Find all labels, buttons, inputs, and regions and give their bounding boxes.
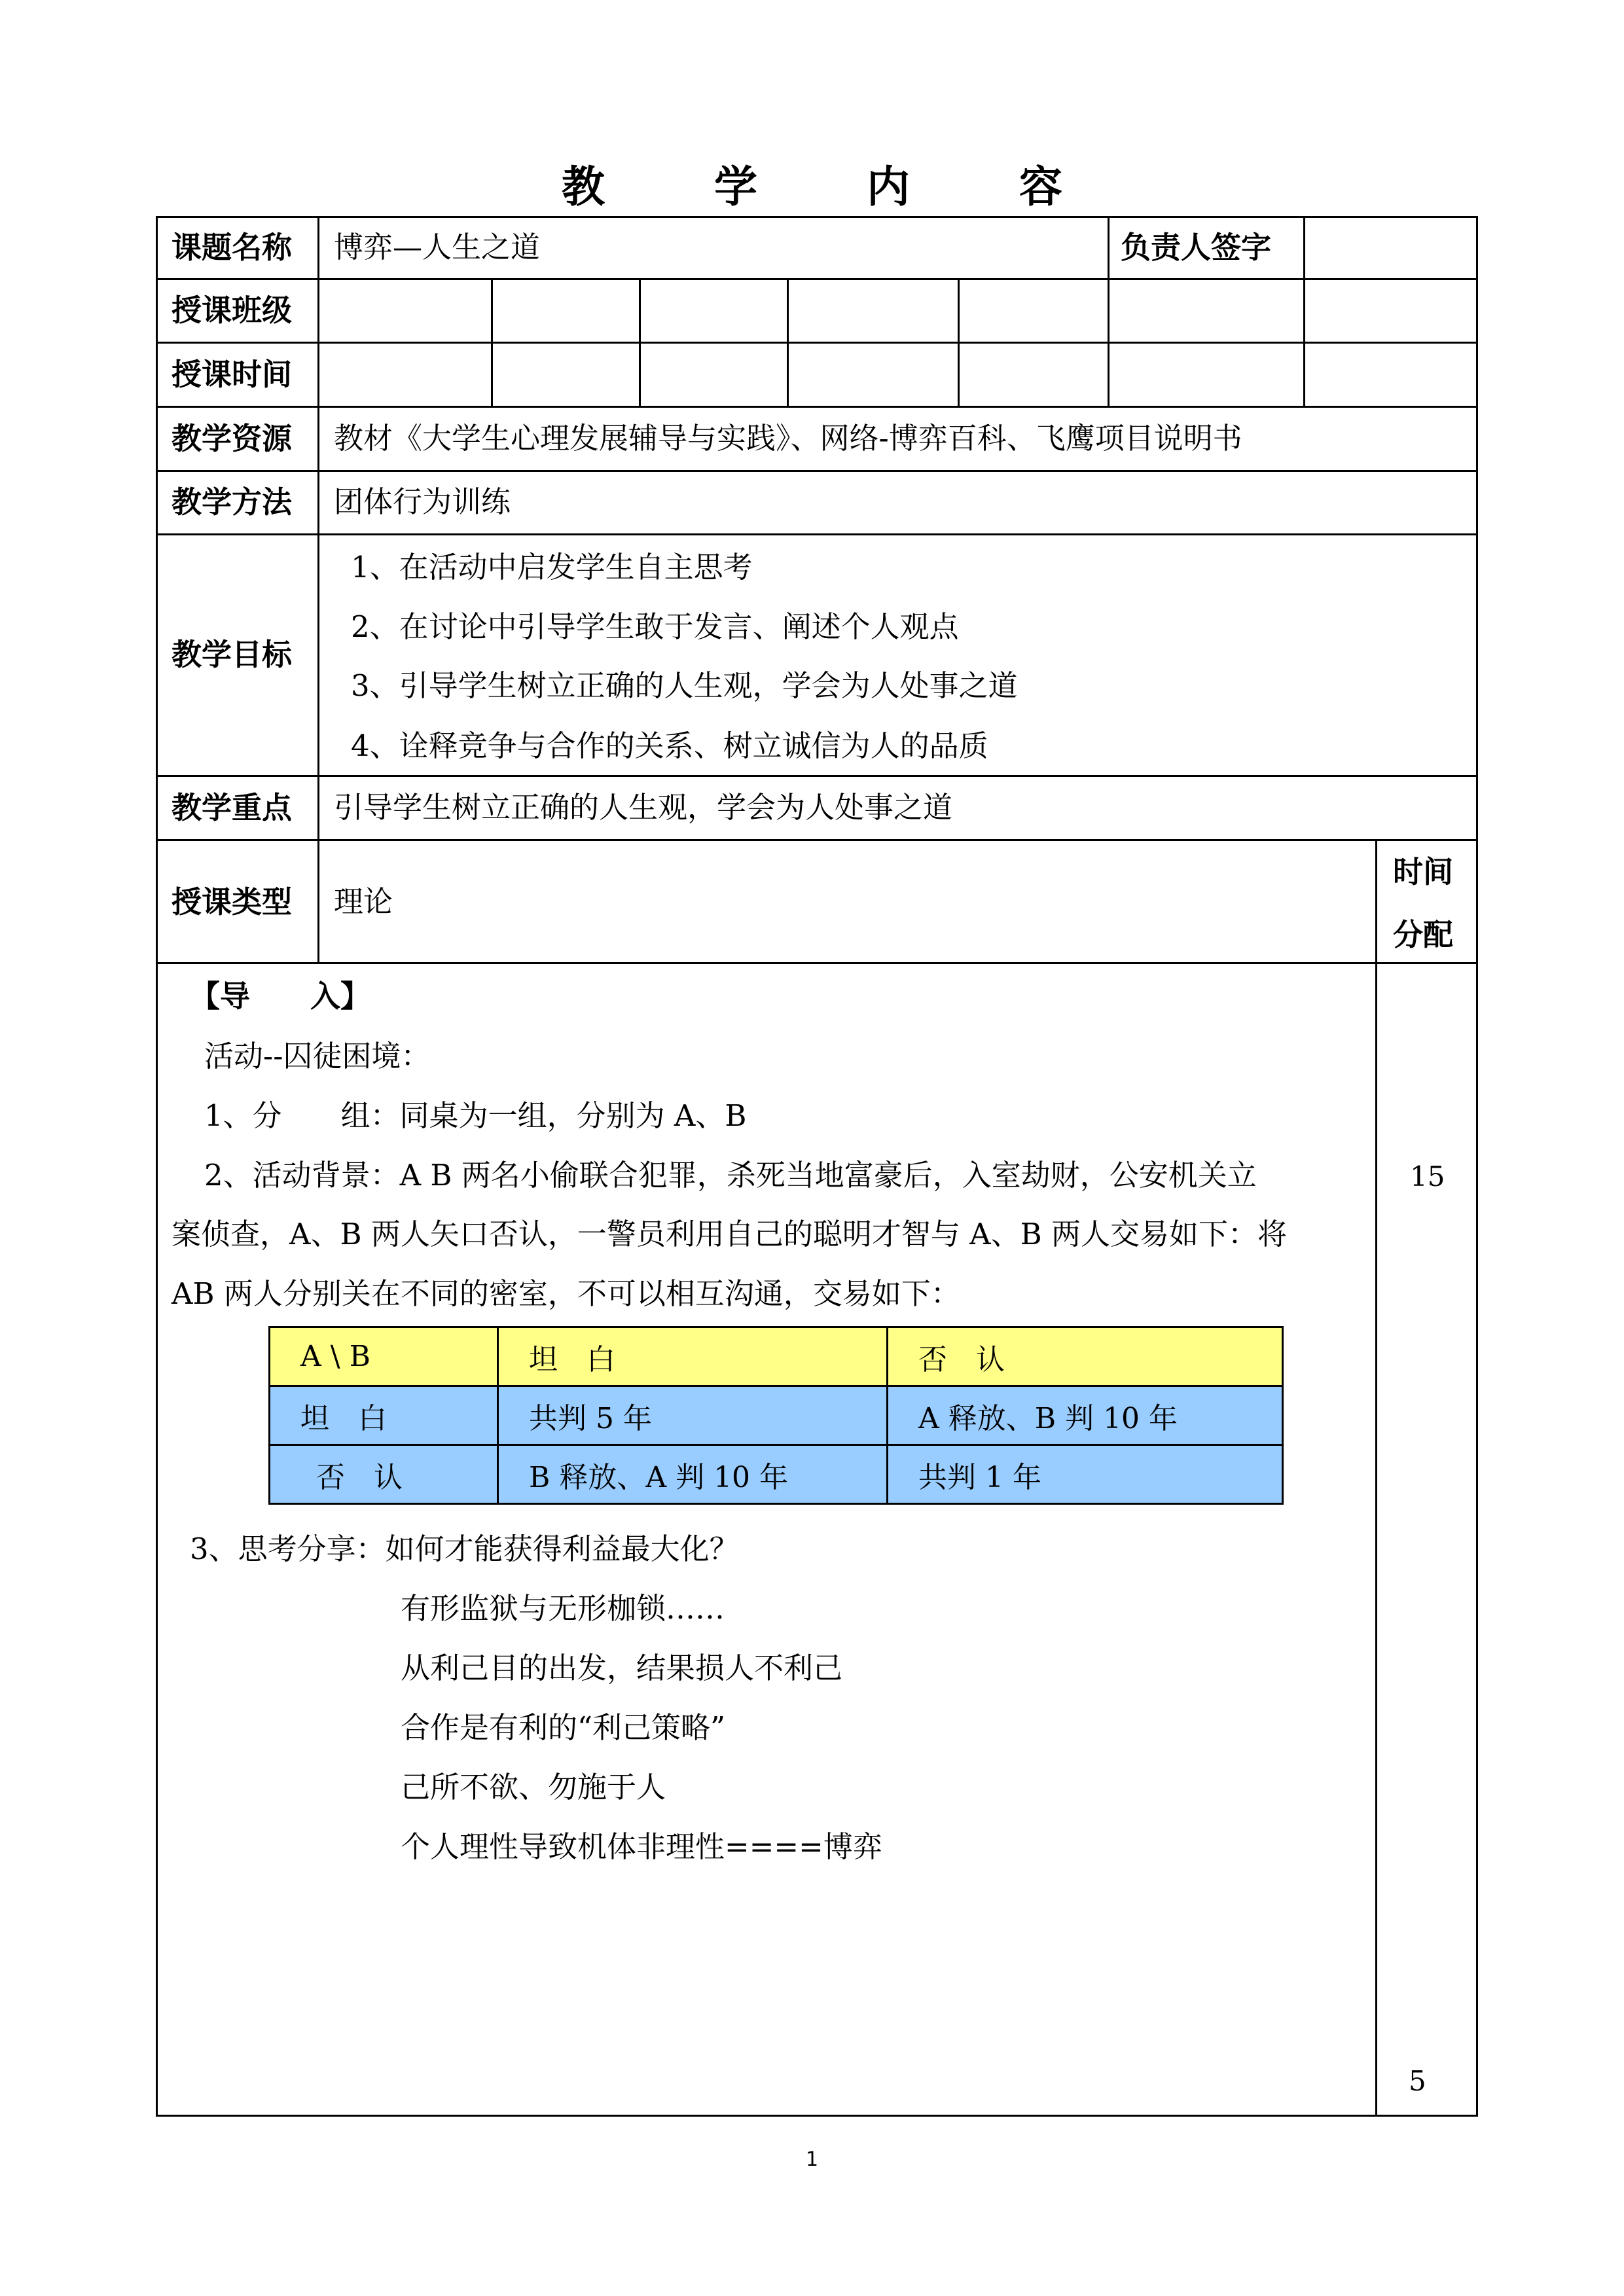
- label-resources: 教学资源: [171, 421, 292, 456]
- table-cell: A \ B: [270, 1327, 498, 1386]
- col-divider: [1108, 216, 1110, 278]
- time-value: 5: [1409, 2065, 1426, 2097]
- label-class: 授课班级: [171, 293, 292, 328]
- resources-value: 教材《大学生心理发展辅导与实践》、网络-博弈百科、飞鹰项目说明书: [334, 421, 1242, 456]
- table-cell: 共判 1 年: [888, 1445, 1283, 1504]
- table-cell: 共判 5 年: [498, 1386, 888, 1445]
- label-goals: 教学目标: [171, 637, 292, 672]
- activity-title: 活动--囚徒困境：: [204, 1039, 431, 1073]
- focus-value: 引导学生树立正确的人生观，学会为人处事之道: [334, 790, 953, 825]
- label-method: 教学方法: [171, 484, 292, 520]
- step-2-cont: AB 两人分别关在不同的密室，不可以相互沟通，交易如下：: [171, 1276, 960, 1311]
- reflection-item: 己所不欲、勿施于人: [401, 1770, 666, 1804]
- col-divider: [1303, 216, 1305, 406]
- row-divider: [156, 839, 1478, 841]
- time-value: 15: [1410, 1160, 1445, 1193]
- col-divider: [958, 278, 960, 406]
- step-2: 2、活动背景：A B 两名小偷联合犯罪，杀死当地富豪后，入室劫财，公安机关立: [204, 1158, 1257, 1193]
- col-divider: [1108, 278, 1110, 406]
- step-3: 3、思考分享：如何才能获得利益最大化？: [190, 1532, 739, 1566]
- goal-item: 4、诠释竞争与合作的关系、树立诚信为人的品质: [351, 728, 988, 763]
- page-number: 1: [805, 2148, 819, 2171]
- label-time-alloc: 分配: [1393, 917, 1453, 952]
- table-cell: 否 认: [888, 1327, 1283, 1386]
- label-time: 授课时间: [171, 357, 292, 392]
- row-divider: [156, 278, 1478, 280]
- table-row: [270, 1386, 1283, 1445]
- row-divider: [156, 533, 1478, 535]
- row-divider: [156, 962, 1478, 964]
- label-time-alloc: 时间: [1393, 854, 1453, 889]
- label-responsible: 负责人签字: [1121, 230, 1271, 265]
- reflection-item: 合作是有利的“利己策略”: [401, 1710, 726, 1745]
- prisoners-dilemma-table: [268, 1326, 1284, 1505]
- row-divider: [156, 342, 1478, 344]
- section-heading: 【导 入】: [190, 978, 370, 1014]
- table-cell: B 释放、A 判 10 年: [498, 1445, 888, 1504]
- row-divider: [156, 470, 1478, 472]
- label-type: 授课类型: [171, 884, 292, 920]
- table-cell: A 释放、B 判 10 年: [888, 1386, 1283, 1445]
- goal-item: 1、在活动中启发学生自主思考: [351, 550, 753, 584]
- col-divider: [639, 278, 641, 406]
- topic-value: 博弈—人生之道: [334, 230, 541, 264]
- table-row: [270, 1445, 1283, 1504]
- table-cell: 坦 白: [270, 1386, 498, 1445]
- row-divider: [156, 775, 1478, 777]
- col-divider: [787, 278, 789, 406]
- table-header-row: [270, 1327, 1283, 1386]
- col-divider: [491, 278, 493, 406]
- goal-item: 3、引导学生树立正确的人生观，学会为人处事之道: [351, 668, 1018, 703]
- time-column-divider: [1375, 839, 1377, 2117]
- table-cell: 坦 白: [498, 1327, 888, 1386]
- type-value: 理论: [334, 884, 393, 919]
- label-column-divider: [317, 216, 319, 962]
- reflection-item: 个人理性导致机体非理性====博弈: [401, 1829, 882, 1864]
- reflection-item: 有形监狱与无形枷锁……: [401, 1591, 725, 1626]
- label-focus: 教学重点: [171, 790, 292, 825]
- step-1: 1、分 组：同桌为一组，分别为 A、B: [204, 1098, 747, 1133]
- label-topic: 课题名称: [171, 230, 292, 265]
- table-cell: 否 认: [270, 1445, 498, 1504]
- method-value: 团体行为训练: [334, 484, 511, 519]
- step-2-cont: 案侦查，A、B 两人矢口否认，一警员利用自己的聪明才智与 A、B 两人交易如下：将: [171, 1217, 1288, 1251]
- row-divider: [156, 406, 1478, 408]
- reflection-item: 从利己目的出发，结果损人不利己: [401, 1651, 843, 1685]
- goal-item: 2、在讨论中引导学生敢于发言、阐述个人观点: [351, 609, 959, 644]
- page-title: 教 学 内 容: [562, 162, 1110, 212]
